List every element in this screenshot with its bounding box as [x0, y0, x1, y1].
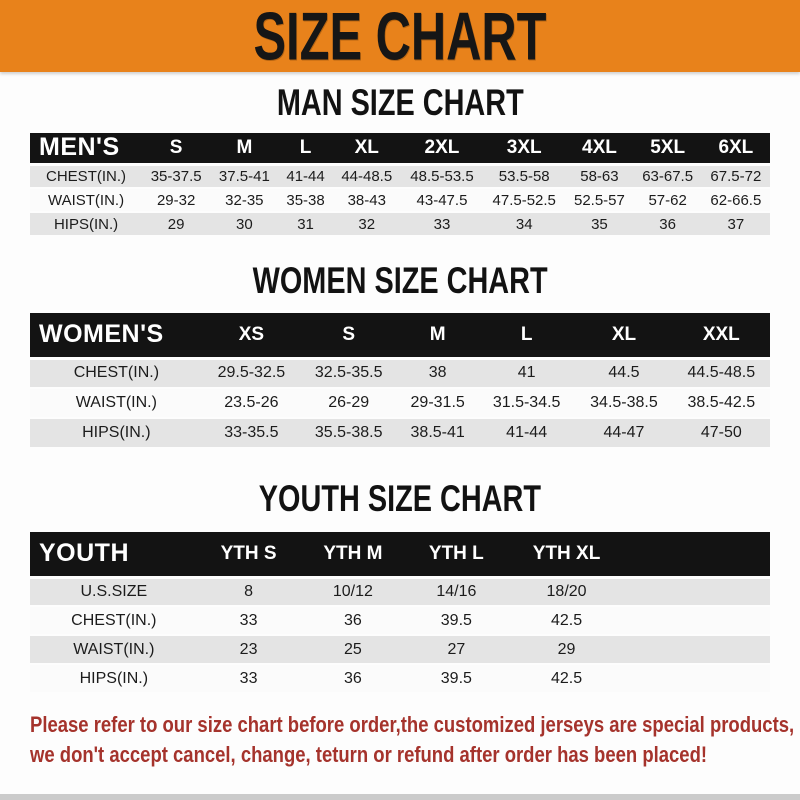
size-column-header: XL — [575, 313, 672, 358]
size-column-header: S — [300, 313, 397, 358]
size-column-header: YTH XL — [506, 532, 626, 577]
blank-cell — [627, 635, 770, 664]
size-value: 47-50 — [673, 418, 770, 448]
size-value: 27 — [406, 635, 506, 664]
size-value: 35.5-38.5 — [300, 418, 397, 448]
size-value: 39.5 — [406, 664, 506, 693]
measurement-row — [30, 635, 770, 664]
size-column-header: L — [278, 133, 332, 164]
size-value: 25 — [299, 635, 406, 664]
women-section — [0, 237, 800, 449]
size-value: 48.5-53.5 — [401, 164, 483, 188]
measurement-row — [30, 164, 770, 188]
banner-title: SIZE CHART — [253, 0, 547, 74]
size-value: 38 — [397, 358, 478, 388]
size-value: 47.5-52.5 — [483, 188, 565, 212]
table-corner-label: MEN'S — [30, 133, 142, 164]
size-value: 38.5-42.5 — [673, 388, 770, 418]
size-column-header: YTH L — [406, 532, 506, 577]
size-value: 44.5-48.5 — [673, 358, 770, 388]
size-value: 44-47 — [575, 418, 672, 448]
size-column-header: S — [142, 133, 210, 164]
size-column-header: YTH S — [198, 532, 300, 577]
size-value: 37 — [702, 212, 770, 236]
row-label: WAIST(IN.) — [30, 635, 198, 664]
size-value: 52.5-57 — [565, 188, 633, 212]
size-value: 37.5-41 — [210, 164, 278, 188]
notice-line-2: we don't accept cancel, change, teturn or refund after order has been placed! — [30, 742, 708, 767]
table-corner-label: WOMEN'S — [30, 313, 203, 358]
measurement-row — [30, 606, 770, 635]
measurement-row — [30, 664, 770, 693]
measurement-row — [30, 388, 770, 418]
measurement-row — [30, 358, 770, 388]
size-column-header: 5XL — [634, 133, 702, 164]
size-value: 26-29 — [300, 388, 397, 418]
youth-section — [0, 449, 800, 694]
blank-cell — [627, 664, 770, 693]
blank-cell — [627, 606, 770, 635]
size-value: 29.5-32.5 — [203, 358, 300, 388]
size-value: 30 — [210, 212, 278, 236]
order-notice — [0, 710, 800, 770]
size-value: 33-35.5 — [203, 418, 300, 448]
row-label: WAIST(IN.) — [30, 388, 203, 418]
size-value: 42.5 — [506, 664, 626, 693]
men-size-table — [30, 133, 770, 237]
size-value: 41-44 — [478, 418, 575, 448]
size-value: 63-67.5 — [634, 164, 702, 188]
size-value: 53.5-58 — [483, 164, 565, 188]
measurement-row — [30, 577, 770, 606]
size-value: 14/16 — [406, 577, 506, 606]
size-column-header: 4XL — [565, 133, 633, 164]
notice-line-1: Please refer to our size chart before order,the customized jerseys are special products, — [30, 712, 795, 737]
size-value: 33 — [198, 606, 300, 635]
size-value: 39.5 — [406, 606, 506, 635]
size-value: 32.5-35.5 — [300, 358, 397, 388]
size-value: 36 — [299, 664, 406, 693]
size-value: 32-35 — [210, 188, 278, 212]
size-value: 34.5-38.5 — [575, 388, 672, 418]
size-value: 44.5 — [575, 358, 672, 388]
size-value: 29-32 — [142, 188, 210, 212]
size-value: 57-62 — [634, 188, 702, 212]
size-column-header: L — [478, 313, 575, 358]
size-value: 38.5-41 — [397, 418, 478, 448]
blank-column-header — [627, 532, 770, 577]
size-value: 35-38 — [278, 188, 332, 212]
measurement-row — [30, 418, 770, 448]
size-value: 42.5 — [506, 606, 626, 635]
size-value: 10/12 — [299, 577, 406, 606]
men-section — [0, 72, 800, 237]
size-table-header-row — [30, 133, 770, 164]
women-size-table — [30, 313, 770, 449]
size-chart-banner — [0, 0, 800, 72]
size-value: 29-31.5 — [397, 388, 478, 418]
size-value: 35-37.5 — [142, 164, 210, 188]
size-column-header: YTH M — [299, 532, 406, 577]
size-column-header: XXL — [673, 313, 770, 358]
youth-section-title: YOUTH SIZE CHART — [258, 478, 542, 519]
size-table-header-row — [30, 532, 770, 577]
blank-cell — [627, 577, 770, 606]
size-value: 58-63 — [565, 164, 633, 188]
size-column-header: 2XL — [401, 133, 483, 164]
size-value: 8 — [198, 577, 300, 606]
table-corner-label: YOUTH — [30, 532, 198, 577]
measurement-row — [30, 188, 770, 212]
row-label: HIPS(IN.) — [30, 212, 142, 236]
size-value: 33 — [401, 212, 483, 236]
size-value: 36 — [299, 606, 406, 635]
size-value: 41 — [478, 358, 575, 388]
women-section-title: WOMEN SIZE CHART — [252, 260, 548, 301]
bottom-edge-strip — [0, 794, 800, 800]
size-value: 35 — [565, 212, 633, 236]
row-label: U.S.SIZE — [30, 577, 198, 606]
size-value: 33 — [198, 664, 300, 693]
row-label: HIPS(IN.) — [30, 664, 198, 693]
size-value: 29 — [506, 635, 626, 664]
size-value: 18/20 — [506, 577, 626, 606]
size-value: 23.5-26 — [203, 388, 300, 418]
size-value: 36 — [634, 212, 702, 236]
size-column-header: M — [397, 313, 478, 358]
men-section-title: MAN SIZE CHART — [276, 82, 524, 123]
size-value: 44-48.5 — [333, 164, 401, 188]
row-label: HIPS(IN.) — [30, 418, 203, 448]
youth-size-table — [30, 532, 770, 694]
size-value: 41-44 — [278, 164, 332, 188]
size-value: 29 — [142, 212, 210, 236]
row-label: CHEST(IN.) — [30, 164, 142, 188]
row-label: CHEST(IN.) — [30, 606, 198, 635]
size-value: 31 — [278, 212, 332, 236]
size-value: 38-43 — [333, 188, 401, 212]
size-value: 67.5-72 — [702, 164, 770, 188]
size-value: 62-66.5 — [702, 188, 770, 212]
size-column-header: 3XL — [483, 133, 565, 164]
row-label: CHEST(IN.) — [30, 358, 203, 388]
size-table-header-row — [30, 313, 770, 358]
size-value: 43-47.5 — [401, 188, 483, 212]
size-column-header: XL — [333, 133, 401, 164]
measurement-row — [30, 212, 770, 236]
size-value: 23 — [198, 635, 300, 664]
size-value: 31.5-34.5 — [478, 388, 575, 418]
size-value: 32 — [333, 212, 401, 236]
row-label: WAIST(IN.) — [30, 188, 142, 212]
size-value: 34 — [483, 212, 565, 236]
size-column-header: XS — [203, 313, 300, 358]
size-column-header: M — [210, 133, 278, 164]
size-column-header: 6XL — [702, 133, 770, 164]
